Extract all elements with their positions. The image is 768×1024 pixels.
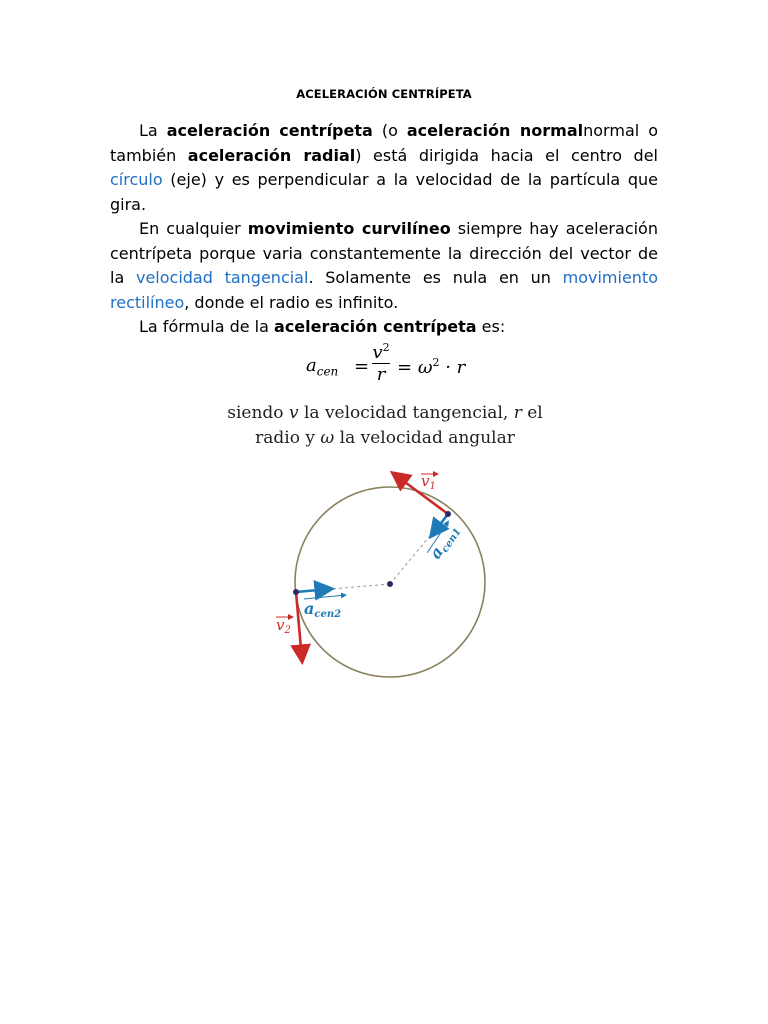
centripetal-formula [300,341,480,391]
circular-motion-diagram [260,462,510,682]
description-line-1 [180,401,590,426]
p3-text-1: La fórmula de la [139,317,275,336]
formula-equals-1: = [354,356,370,377]
center-point [387,581,393,587]
formula-description [180,401,590,451]
formula-rhs-rest: · r [439,357,466,378]
label-v1 [421,472,438,492]
description-line-2 [180,426,590,451]
p1-text-2 [270,121,279,140]
document-title: ACELERACIÓN CENTRÍPETA [296,87,472,101]
label-v1-sub: 1 [429,481,436,492]
p3-text-2: es: [476,317,506,336]
desc-text-5: la velocidad angular [334,428,515,448]
label-v2-sub: 2 [284,625,291,636]
label-a-cen2-text [304,599,341,620]
paragraph-3 [110,315,658,340]
link-velocidad-tangencial[interactable]: velocidad tangencial [135,268,309,287]
label-v1-symbol: v [421,472,430,490]
paragraph-1 [110,119,658,217]
label-v1-text [421,472,436,492]
formula-numerator-symbol: v [372,342,383,363]
formula-numerator-sup: 2 [382,341,390,354]
formula-rhs-sup: 2 [432,356,440,369]
desc-text-2: la velocidad tangencial, [298,403,514,423]
p2-text-2: siempre hay aceleración centrípeta porque varia constantemente la dirección del vector de la [110,219,658,287]
acceleration-arrow-2 [296,589,330,592]
paragraph-2 [110,217,658,315]
formula-lhs [306,355,338,379]
desc-text-4: radio y [255,428,321,448]
p2-text-3: . Solamente es nula en un [308,268,563,287]
label-a-cen1-sub: cen1 [439,526,464,555]
formula-equals-2: = [397,357,413,378]
p2-bold-1: movimiento curvilíneo [247,219,451,238]
formula-lhs-sub: cen [316,364,339,379]
label-a-cen2-sub: cen2 [314,609,342,620]
particle-point-1 [445,511,451,517]
label-a-cen2-symbol: a [304,599,315,618]
velocity-arrow-2 [296,592,302,660]
link-movimiento-rectilineo[interactable]: movimiento rectilíneo [110,268,658,312]
p1-bold-2: centrípeta [279,121,373,140]
desc-symbol-r: r [513,403,522,423]
label-a-cen1-symbol: a [425,543,448,563]
link-circulo[interactable]: círculo [110,170,163,189]
formula-rhs-symbol: ω [417,357,433,378]
p1-text-6: (eje) y es perpendicular a la velocidad de la partícula que gira. [110,170,658,214]
p1-bold-4: aceleración radial [187,145,356,165]
particle-point-2 [293,589,299,595]
p2-text-4: , donde el radio es infinito. [184,292,399,312]
label-v2-symbol: v [276,616,285,634]
p1-text-3: (o [372,121,407,140]
label-a-cen2 [304,595,346,620]
label-v2 [276,616,293,636]
p1-text-1: La [139,121,167,140]
formula-fraction [372,341,390,385]
formula-numerator [372,341,390,363]
formula-lhs-symbol: a [306,355,317,376]
label-a-cen1 [426,520,465,563]
desc-symbol-omega: ω [320,428,335,448]
p1-text-4: normal o también [110,121,658,165]
document-body [110,119,658,340]
p2-text-1: En cualquier [139,219,248,238]
desc-text-1: siendo [227,403,289,423]
formula-denominator: r [376,364,386,385]
p1-bold-3: aceleración normal [406,121,584,140]
p1-bold-1: aceleración [166,121,271,140]
formula-rhs [397,356,465,378]
acceleration-arrow-1 [432,514,448,535]
desc-symbol-v: v [288,403,299,423]
p1-text-5: ) está dirigida hacia el centro del [355,145,659,165]
desc-text-3: el [521,403,543,423]
label-v2-text [276,616,291,636]
p3-bold-1: aceleración centrípeta [274,317,477,336]
